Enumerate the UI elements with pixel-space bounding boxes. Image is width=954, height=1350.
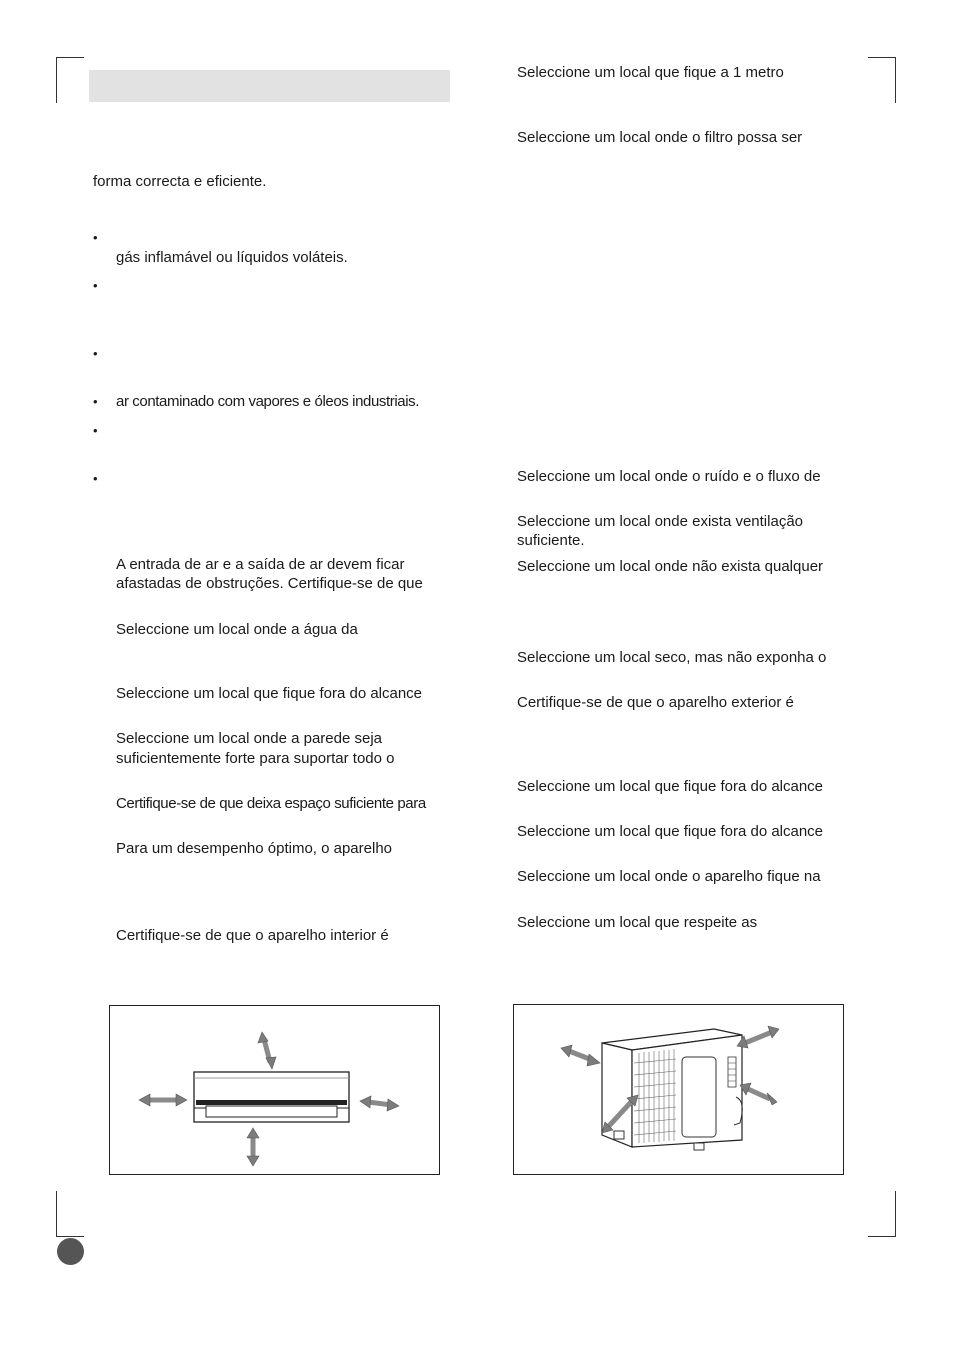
crop-mark-top-right-h [868, 57, 896, 58]
crop-mark-top-left-h [56, 57, 84, 58]
outdoor-unit-figure [513, 1004, 844, 1175]
bullet-marker: • [93, 423, 98, 438]
ventilation-text-1: Seleccione um local onde exista ventilação [517, 513, 804, 530]
air-intake-text-1: A entrada de ar e a saída de ar devem ficar [116, 556, 405, 573]
indoor-unit-text: Certifique-se de que o aparelho interior é [116, 927, 389, 944]
intro-line: forma correcta e eficiente. [93, 173, 267, 190]
crop-mark-bottom-right-v [895, 1191, 896, 1237]
bullet-text: ar contaminado com vapores e óleos industriais. [116, 393, 420, 410]
one-metre-text: Seleccione um local que fique a 1 metro [517, 64, 784, 81]
bullet-marker: • [93, 346, 98, 361]
bullet-marker: • [93, 394, 98, 409]
bullet-text: gás inflamável ou líquidos voláteis. [116, 249, 348, 266]
crop-mark-top-left-v [56, 57, 57, 103]
space-text: Certifique-se de que deixa espaço suficiente para [116, 795, 426, 812]
bullet-marker: • [93, 230, 98, 245]
air-intake-text-2: afastadas de obstruções. Certifique-se de que [116, 575, 423, 592]
reach-text-1: Seleccione um local que fique fora do alcance [517, 778, 824, 795]
bullet-marker: • [93, 471, 98, 486]
performance-text: Para um desempenho óptimo, o aparelho [116, 840, 393, 857]
position-text: Seleccione um local onde o aparelho fique na [517, 868, 821, 885]
no-any-text: Seleccione um local onde não exista qualquer [517, 558, 824, 575]
page-number-marker [57, 1238, 84, 1265]
respect-text: Seleccione um local que respeite as [517, 914, 758, 931]
crop-mark-bottom-right-h [868, 1236, 896, 1237]
crop-mark-top-right-v [895, 57, 896, 103]
crop-mark-bottom-left-h [56, 1236, 84, 1237]
wall-text-2: suficientemente forte para suportar todo o [116, 750, 395, 767]
crop-mark-bottom-left-v [56, 1191, 57, 1237]
reach-text-2: Seleccione um local que fique fora do alcance [517, 823, 824, 840]
water-text: Seleccione um local onde a água da [116, 621, 358, 638]
outdoor-unit-clearance-icon [514, 1005, 843, 1174]
indoor-unit-figure [109, 1005, 440, 1175]
bullet-marker: • [93, 278, 98, 293]
outdoor-unit-text: Certifique-se de que o aparelho exterior é [517, 694, 794, 711]
ventilation-text-2: suficiente. [517, 532, 585, 549]
filter-text: Seleccione um local onde o filtro possa ser [517, 129, 803, 146]
noise-text: Seleccione um local onde o ruído e o fluxo de [517, 468, 821, 485]
out-of-reach-text: Seleccione um local que fique fora do alcance [116, 685, 423, 702]
dry-text: Seleccione um local seco, mas não exponha o [517, 649, 827, 666]
indoor-unit-clearance-icon [110, 1006, 439, 1174]
section-header-bar [89, 70, 450, 102]
wall-text-1: Seleccione um local onde a parede seja [116, 730, 383, 747]
